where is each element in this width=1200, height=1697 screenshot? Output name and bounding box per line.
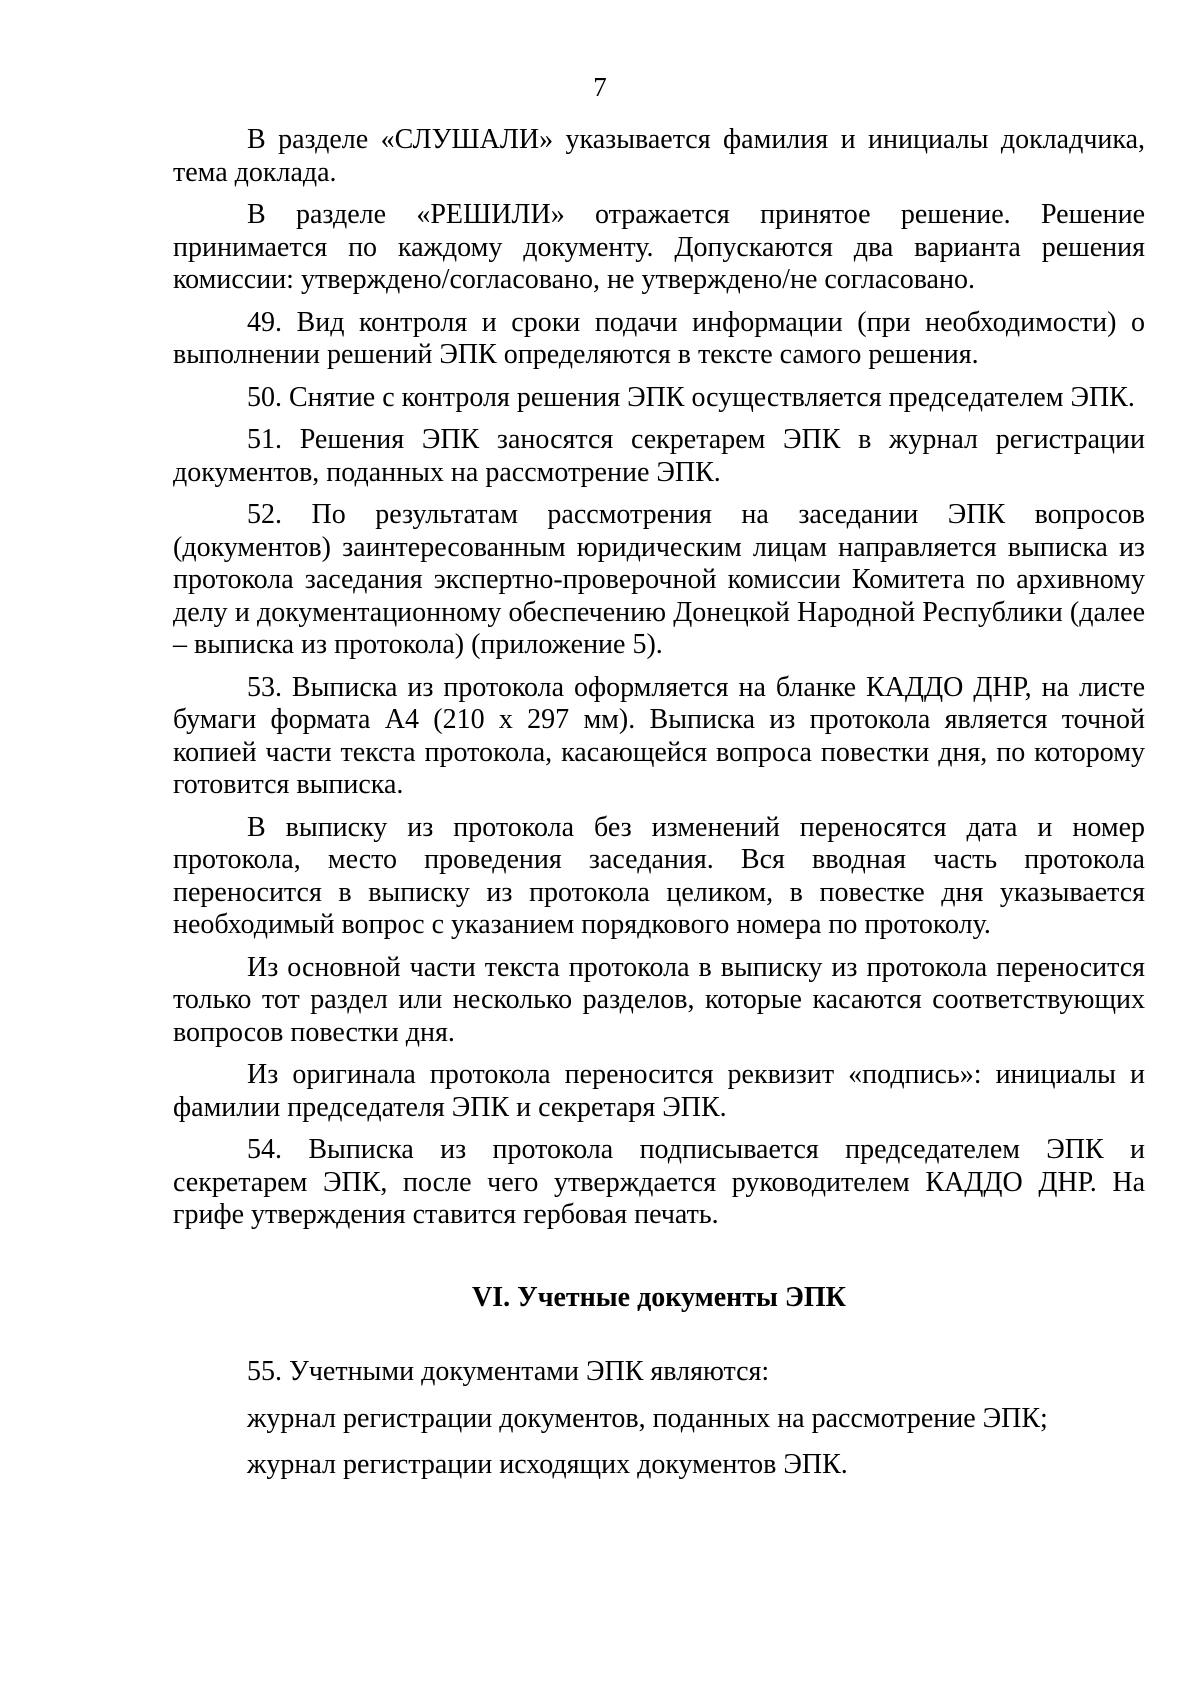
page-number: 7 bbox=[593, 72, 607, 102]
document-body bbox=[173, 124, 1145, 1492]
paragraph-52: 52. По результатам рассмотрения на заседании ЭПК вопросов (документов) заинтересованным юридическим лицам направляется выписка из протокола заседания экспертно-проверочной комиссии Комитета по архивному делу и документационному обеспечению Донецкой Народной Республики (далее – выписка из протокола) (приложение 5). bbox=[173, 499, 1145, 660]
paragraph-signature: Из оригинала протокола переносится реквизит «подпись»: инициалы и фамилии председателя ЭПК и секретаря ЭПК. bbox=[173, 1059, 1145, 1123]
paragraph-extract-transfer: В выписку из протокола без изменений переносятся дата и номер протокола, место проведения заседания. Вся вводная часть протокола переносится в выписку из протокола целиком, в повестке дня указывается необходимый вопрос с указанием порядкового номера по протоколу. bbox=[173, 811, 1145, 940]
paragraph-slushali: В разделе «СЛУШАЛИ» указывается фамилия и инициалы докладчика, тема доклада. bbox=[173, 124, 1145, 188]
paragraph-53: 53. Выписка из протокола оформляется на бланке КАДДО ДНР, на листе бумаги формата А4 (210 х 297 мм). Выписка из протокола является точной копией части текста протокола, касающейся вопроса повестки дня, по которому готовится выписка. bbox=[173, 671, 1145, 800]
paragraph-54: 54. Выписка из протокола подписывается председателем ЭПК и секретарем ЭПК, после чего утверждается руководителем КАДДО ДНР. На грифе утверждения ставится гербовая печать. bbox=[173, 1134, 1145, 1230]
paragraph-reshili: В разделе «РЕШИЛИ» отражается принятое решение. Решение принимается по каждому документу. Допускаются два варианта решения комиссии: утверждено/согласовано, не утверждено/не согласовано. bbox=[173, 199, 1145, 295]
section-heading: VI. Учетные документы ЭПК bbox=[472, 1281, 846, 1313]
list-item: журнал регистрации документов, поданных на рассмотрение ЭПК; bbox=[247, 1402, 1048, 1434]
paragraph-51: 51. Решения ЭПК заносятся секретарем ЭПК в журнал регистрации документов, поданных на рассмотрение ЭПК. bbox=[173, 424, 1145, 488]
list-item: журнал регистрации исходящих документов ЭПК. bbox=[247, 1449, 848, 1480]
paragraph-49: 49. Вид контроля и сроки подачи информации (при необходимости) о выполнении решений ЭПК определяются в тексте самого решения. bbox=[173, 306, 1145, 370]
paragraph-55: 55. Учетными документами ЭПК являются: bbox=[247, 1356, 770, 1387]
paragraph-50: 50. Снятие с контроля решения ЭПК осуществляется председателем ЭПК. bbox=[247, 381, 1135, 413]
paragraph-main-part: Из основной части текста протокола в выписку из протокола переносится только тот раздел или несколько разделов, которые касаются соответствующих вопросов повестки дня. bbox=[173, 951, 1145, 1048]
